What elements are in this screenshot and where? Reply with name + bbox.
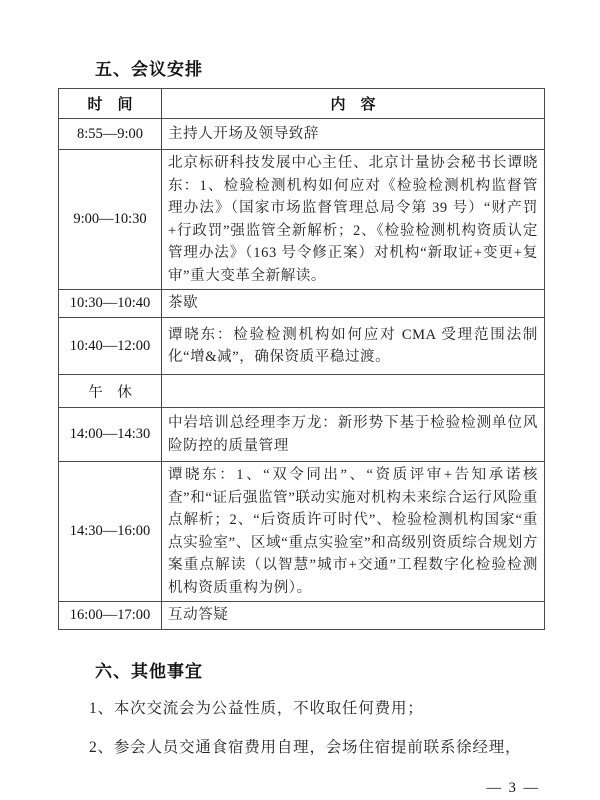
table-row xyxy=(59,462,545,602)
note-item-1: 1、本次交流会为公益性质，不收取任何费用； xyxy=(89,700,424,717)
time-column-header: 时 间 xyxy=(59,89,162,119)
section5-heading: 五、会议安排 xyxy=(95,60,203,79)
time-cell: 14:30—16:00 xyxy=(59,462,162,602)
content-cell: 北京标研科技发展中心主任、北京计量协会秘书长谭晓东：1、检验检测机构如何应对《检验检测机构监督管理办法》（国家市场监督管理总局令第 39 号）“财产罚+行政罚”强监管全新解析；2、《检验检测机构资质认定管理办法》（163 号令修正案）对机构“新取证+变更+复审”重大变革全新解读。 xyxy=(162,150,545,290)
time-cell: 10:30—10:40 xyxy=(59,290,162,318)
time-cell: 10:40—12:00 xyxy=(59,318,162,375)
table-row xyxy=(59,290,545,318)
time-cell: 16:00—17:00 xyxy=(59,602,162,630)
note-item-2: 2、参会人员交通食宿费用自理，会场住宿提前联系徐经理， xyxy=(89,739,522,756)
section6-heading: 六、其他事宜 xyxy=(95,662,203,681)
time-cell: 午 休 xyxy=(59,375,162,408)
content-cell: 谭晓东：检验检测机构如何应对 CMA 受理范围法制化“增&减”，确保资质平稳过渡。 xyxy=(162,318,545,375)
content-column-header: 内 容 xyxy=(162,89,545,119)
content-cell: 互动答疑 xyxy=(162,602,545,630)
content-cell xyxy=(162,375,545,408)
page-number: — 3 — xyxy=(486,780,540,796)
table-row xyxy=(59,119,545,150)
table-row xyxy=(59,602,545,630)
table-row xyxy=(59,408,545,462)
content-cell: 谭晓东：1、“双令同出”、“资质评审+告知承诺核查”和“证后强监管”联动实施对机构未来综合运行风险重点解析；2、“后资质许可时代”、检验检测机构国家“重点实验室”、区域“重点实验室”和高级别资质综合规划方案重点解读（以智慧”城市+交通”工程数字化检验检测机构资质重构为例）。 xyxy=(162,462,545,602)
table-row xyxy=(59,375,545,408)
table-row xyxy=(59,318,545,375)
content-cell: 主持人开场及领导致辞 xyxy=(162,119,545,150)
table-header-row xyxy=(59,89,545,119)
content-cell: 中岩培训总经理李万龙：新形势下基于检验检测单位风险防控的质量管理 xyxy=(162,408,545,462)
time-cell: 14:00—14:30 xyxy=(59,408,162,462)
time-cell: 8:55—9:00 xyxy=(59,119,162,150)
content-cell: 茶歇 xyxy=(162,290,545,318)
schedule-table xyxy=(58,88,545,630)
table-row xyxy=(59,150,545,290)
time-cell: 9:00—10:30 xyxy=(59,150,162,290)
